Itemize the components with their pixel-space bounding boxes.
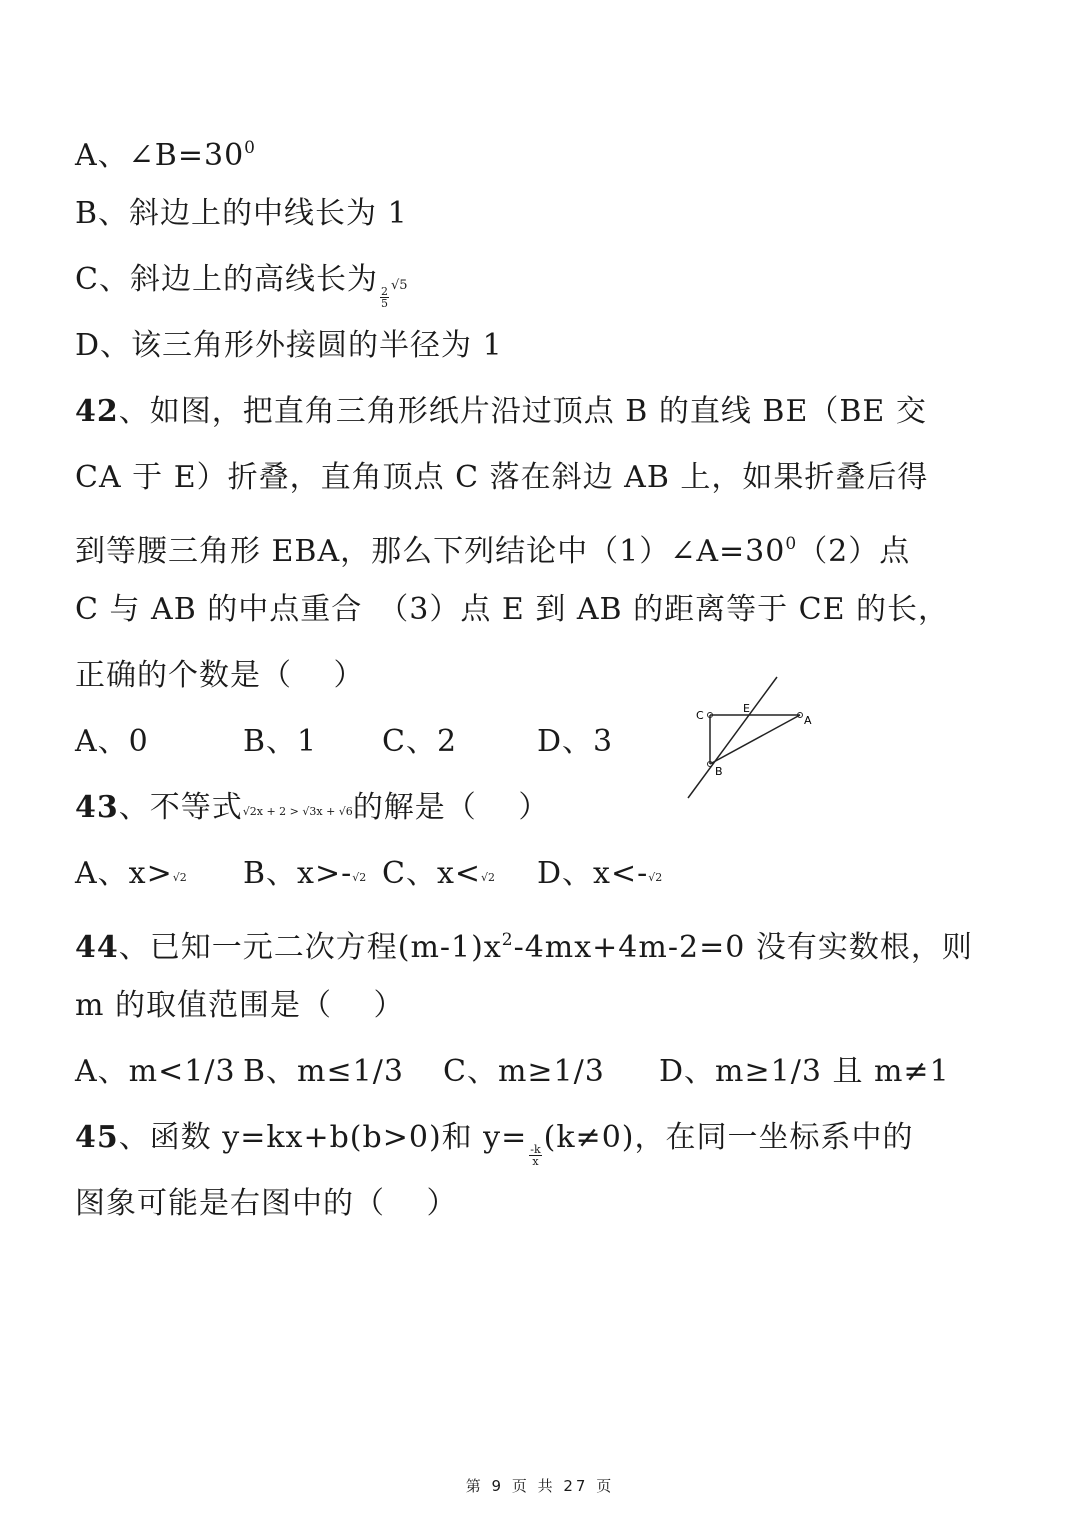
q42-line-1: 42、如图，把直角三角形纸片沿过顶点 B 的直线 BE（BE 交 — [75, 394, 927, 429]
question-number: 45 — [75, 1120, 119, 1155]
question-number: 42 — [75, 394, 119, 429]
q42-line-5: 正确的个数是（ ） — [75, 658, 365, 693]
q41-option-c: C、斜边上的高线长为 $\frac{2}{5}$ √5 — [75, 262, 408, 310]
question-number: 43 — [75, 790, 119, 825]
page-footer: 第 9 页 共 27 页 — [465, 1477, 615, 1495]
q41-option-a: A、$\angle B=30^0$ — [75, 138, 256, 173]
question-number: 44 — [75, 930, 119, 965]
fold-line-be — [688, 677, 777, 798]
fraction: $\frac{-k}{x}$ — [530, 1143, 541, 1168]
label-b: B — [715, 765, 723, 778]
q44-line-2: m 的取值范围是（ ） — [75, 988, 405, 1023]
q44-options — [75, 1052, 950, 1092]
q44-option-c: C、m≥1/3 — [443, 1054, 605, 1089]
q43-option-b: B、x>-√2 — [243, 856, 367, 891]
q42-option-b: B、1 — [243, 724, 318, 759]
q42-option-a: A、0 — [75, 724, 149, 759]
q42-options — [75, 722, 675, 762]
segment-ab — [710, 715, 800, 764]
q44-option-b: B、m≤1/3 — [243, 1054, 404, 1089]
q45-line-1: 45、函数 y=kx+b(b>0)和 y= $\frac{-k}{x}$ (k≠0)，在同一坐标系中的 — [75, 1120, 914, 1168]
q43-option-a: A、x>√2 — [75, 856, 187, 891]
q42-line-2: CA 于 E）折叠，直角顶点 C 落在斜边 AB 上，如果折叠后得 — [75, 460, 929, 495]
q42-line-4: C 与 AB 的中点重合 （3）点 E 到 AB 的距离等于 CE 的长， — [75, 592, 950, 627]
q41-option-d: D、该三角形外接圆的半径为 1 — [75, 328, 503, 363]
q41-option-b: B、斜边上的中线长为 1 — [75, 196, 408, 231]
fraction: $\frac{2}{5}$ — [380, 285, 388, 310]
q43-option-c: C、x<√2 — [382, 856, 496, 891]
label-e: E — [743, 702, 750, 715]
q43-line-1: 43、不等式√2x + 2 > √3x + √6的解是（ ） — [75, 790, 550, 825]
inequality-expression: √2x + 2 > √3x + √6 — [242, 805, 353, 818]
label-c: C — [696, 709, 704, 722]
q44-option-a: A、m<1/3 — [75, 1054, 236, 1089]
label-a: A — [804, 714, 812, 727]
q45-line-2: 图象可能是右图中的（ ） — [75, 1186, 458, 1221]
q43-option-d: D、x<-√2 — [537, 856, 663, 891]
q42-option-c: C、2 — [382, 724, 458, 759]
q44-option-d: D、m≥1/3 且 m≠1 — [659, 1054, 950, 1089]
q42-option-d: D、3 — [537, 724, 614, 759]
triangle-diagram — [680, 672, 830, 802]
q43-options — [75, 854, 675, 894]
q42-line-3: 到等腰三角形 EBA，那么下列结论中$(1)\angle A=30^0(2)$点 — [75, 534, 911, 569]
q44-line-1: 44、已知一元二次方程$(m-1)x^2-4mx+4m-2=0$ 没有实数根，则 — [75, 930, 973, 965]
